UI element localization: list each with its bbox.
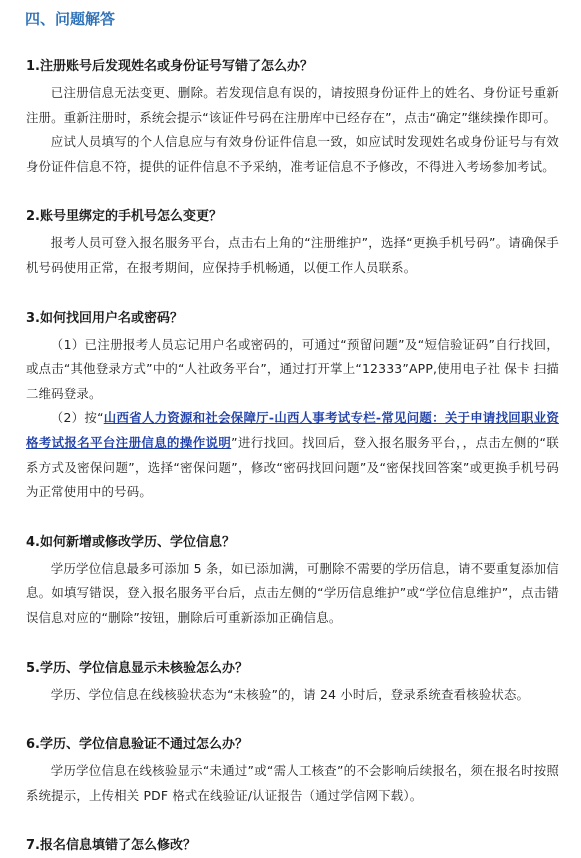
question-heading: 3.如何找回用户名或密码？ (26, 310, 183, 326)
guide-link[interactable]: 山西省人力资源和社会保障厅-山西人事考试专栏-常见问题：关于申请找回职业资格考试报名平台注册信息的操作说明 (26, 410, 559, 450)
qa-item-7 (26, 834, 559, 858)
question-heading: 7.报名信息填错了怎么修改？ (26, 838, 196, 854)
question-heading: 6.学历、学位信息验证不通过怎么办？ (26, 737, 248, 753)
answer-paragraph-with-link (26, 406, 559, 504)
question-heading: 4.如何新增或修改学历、学位信息？ (26, 534, 235, 550)
answer-paragraph: 已注册信息无法变更、删除。若发现信息有误的，请按照身份证件上的姓名、身份证号重新注册。重新注册时，系统会提示“该证件号码在注册库中已经存在”，点击“确定”继续操作即可。 (26, 85, 559, 125)
answer-text: （2）按“ (50, 410, 104, 426)
answer-paragraph: 学历学位信息在线核验显示“未通过”或“需人工核查”的不会影响后续报名，须在报名时按照系统提示，上传相关 PDF 格式在线验证/认证报告（通过学信网下载）。 (26, 763, 559, 803)
qa-item-2 (26, 205, 559, 280)
answer-paragraph: （1）已注册报考人员忘记用户名或密码的，可通过“预留问题”及“短信验证码”自行找回，或点击“其他登录方式”中的“人社政务平台”，通过打开掌上“12333”APP,使用电子社 保卡 扫描二维码登录。 (26, 336, 559, 401)
qa-item-4 (26, 531, 559, 631)
qa-item-6 (26, 733, 559, 808)
question-heading: 5.学历、学位信息显示未核验怎么办？ (26, 660, 248, 676)
answer-paragraph: 学历、学位信息在线核验状态为“未核验”的，请 24 小时后，登录系统查看核验状态。 (50, 686, 530, 702)
section-title: 四、问题解答 (25, 10, 116, 28)
answer-text: ”进行找回。找回后，登入报名服务平台，，点击左侧的“联系方式及密保问题”，选择“密保问题”，修改“密码找回问题”及“密保找回答案”或更换手机号码为正常使用中的号码。 (26, 434, 560, 500)
qa-item-1 (26, 55, 559, 179)
answer-paragraph: 应试人员填写的个人信息应与有效身份证件信息一致，如应试时发现姓名或身份证号与有效身份证件信息不符，提供的证件信息不予采纳，准考证信息不予修改，不得进入考场参加考试。 (26, 134, 559, 174)
qa-item-5 (26, 657, 559, 708)
question-heading: 1.注册账号后发现姓名或身份证号写错了怎么办？ (26, 59, 313, 74)
question-heading: 2.账号里绑定的手机号怎么变更？ (26, 209, 222, 225)
answer-paragraph: 报考人员可登入报名服务平台，点击右上角的“注册维护”，选择“更换手机号码”。请确保手机号码使用正常，在报考期间，应保持手机畅通，以便工作人员联系。 (26, 235, 559, 275)
qa-item-3 (26, 307, 559, 505)
answer-paragraph: 学历学位信息最多可添加 5 条，如已添加满，可删除不需要的学历信息，请不要重复添加信息。如填写错误，登入报名服务平台后，点击左侧的“学历信息维护”或“学位信息维护”，点击错误信息对应的“删除”按钮，删除后可重新添加正确信息。 (26, 560, 559, 625)
